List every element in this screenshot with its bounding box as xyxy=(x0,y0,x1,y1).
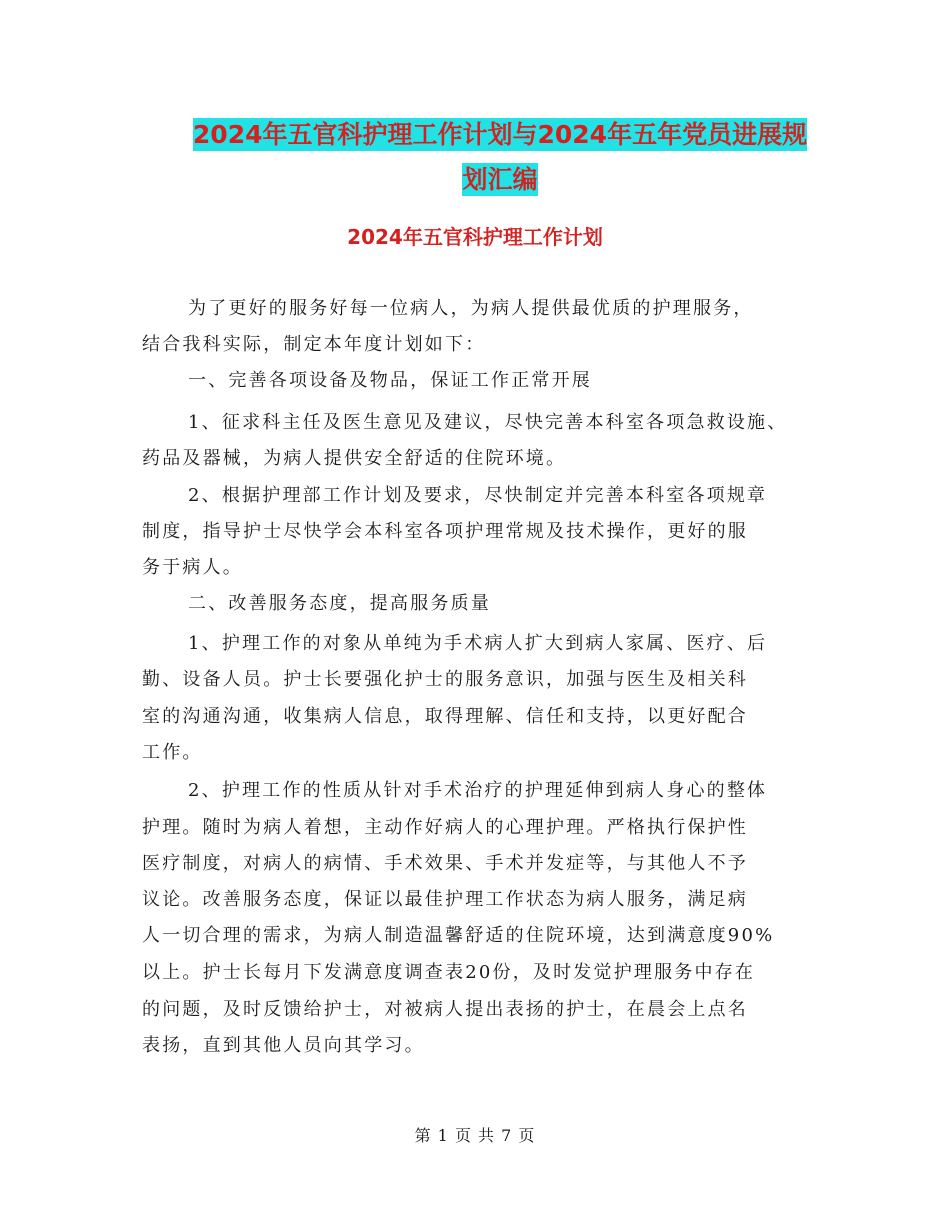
body-line: 室的沟通沟通，收集病人信息，取得理解、信任和支持，以更好配合 xyxy=(142,706,748,727)
body-line: 务于病人。 xyxy=(142,557,243,578)
document-title xyxy=(140,112,860,202)
body-line: 护理。随时为病人着想，主动作好病人的心理护理。严格执行保护性 xyxy=(142,817,748,838)
body-line: 医疗制度，对病人的病情、手术效果、手术并发症等，与其他人不予 xyxy=(142,853,748,874)
body-line: 表扬，直到其他人员向其学习。 xyxy=(142,1035,425,1056)
document-title-line-1: 2024年五官科护理工作计划与2024年五年党员进展规 xyxy=(192,120,808,149)
section-title: 2024年五官科护理工作计划 xyxy=(347,225,603,249)
page-footer: 第 1 页 共 7 页 xyxy=(414,1126,536,1145)
body-line: 1、护理工作的对象从单纯为手术病人扩大到病人家属、医疗、后 xyxy=(188,633,768,654)
body-line: 2、根据护理部工作计划及要求，尽快制定并完善本科室各项规章 xyxy=(188,485,768,506)
body-line: 药品及器械，为病人提供安全舒适的住院环境。 xyxy=(142,448,567,469)
body-line: 的问题，及时反馈给护士，对被病人提出表扬的护士，在晨会上点名 xyxy=(142,999,748,1020)
body-line: 工作。 xyxy=(142,742,203,763)
body-line: 制度，指导护士尽快学会本科室各项护理常规及技术操作，更好的服 xyxy=(142,521,748,542)
section-heading: 二、改善服务态度，提高服务质量 xyxy=(188,593,491,614)
section-heading: 一、完善各项设备及物品，保证工作正常开展 xyxy=(188,370,592,391)
body-line: 2、护理工作的性质从针对手术治疗的护理延伸到病人身心的整体 xyxy=(188,780,768,801)
body-line: 1、征求科主任及医生意见及建议，尽快完善本科室各项急救设施、 xyxy=(188,412,788,433)
body-line: 结合我科实际，制定本年度计划如下： xyxy=(142,334,486,355)
body-line: 以上。护士长每月下发满意度调查表20份，及时发觉护理服务中存在 xyxy=(142,962,756,983)
body-line: 议论。改善服务态度，保证以最佳护理工作状态为病人服务，满足病 xyxy=(142,889,748,910)
body-line: 为了更好的服务好每一位病人，为病人提供最优质的护理服务， xyxy=(188,298,754,319)
document-title-line-2: 划汇编 xyxy=(462,165,538,194)
body-line: 人一切合理的需求，为病人制造温馨舒适的住院环境，达到满意度90% xyxy=(142,925,775,946)
body-line: 勤、设备人员。护士长要强化护士的服务意识，加强与医生及相关科 xyxy=(142,669,748,690)
